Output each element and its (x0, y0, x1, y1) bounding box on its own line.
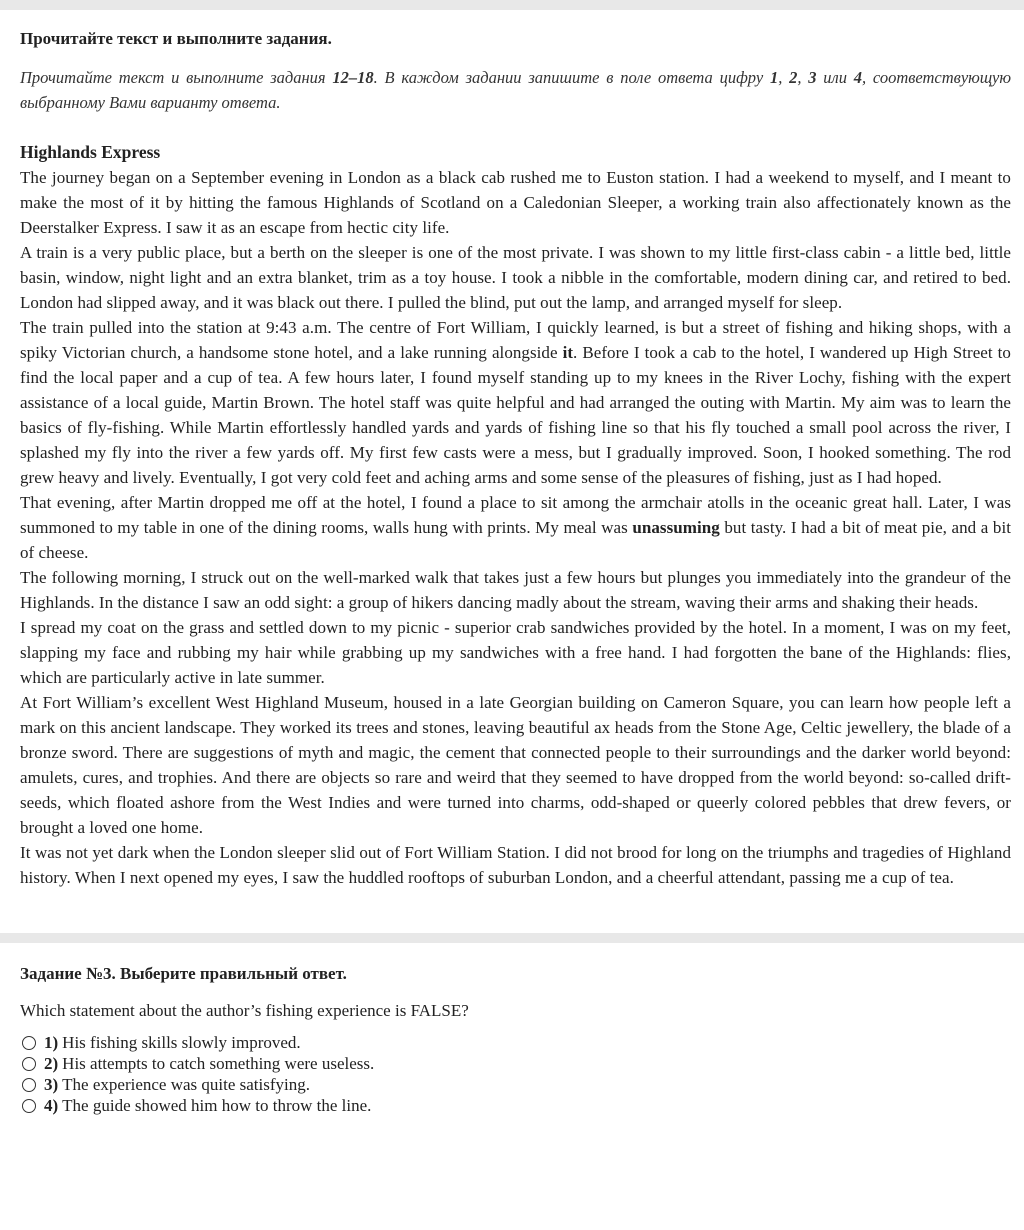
answer-option-4[interactable] (20, 1095, 1011, 1116)
task-range: 12–18 (332, 68, 374, 87)
instructions-prefix: Прочитайте текст и выполните задания (20, 68, 333, 87)
paragraph-3 (20, 315, 1011, 490)
paragraph-5: The following morning, I struck out on the well-marked walk that takes just a few hours but plunges you immediately into the grandeur of the Highlands. In the distance I saw an odd sight: a group of hikers dancing madly about the stream, waving their arms and shaking their heads. (20, 568, 1011, 612)
answer-option-2[interactable] (20, 1053, 1011, 1074)
text-title: Highlands Express (20, 142, 161, 162)
separator: или (816, 68, 854, 87)
paragraph-7: At Fort William’s excellent West Highland Museum, housed in a late Georgian building on Cameron Square, you can learn how people left a mark on this ancient landscape. They worked its trees and stones, leaving beautiful ax heads from the Stone Age, Celtic jewellery, the blade of a bronze sword. There are suggestions of myth and magic, the cement that connected people to their surroundings and the darker world beyond: amulets, cures, and trophies. And there are objects so rare and weird that they seemed to have dropped from the world beyond: so-called drift-seeds, which floated ashore from the West Indies and were turned into charms, odd-shaped or queerly colored pebbles that drew fevers, or brought a loved one home. (20, 693, 1011, 837)
paragraph-4 (20, 490, 1011, 565)
task-title: Задание №3. Выберите правильный ответ. (20, 964, 347, 983)
paragraph-6: I spread my coat on the grass and settled down to my picnic - superior crab sandwiches provided by the hotel. In a moment, I was on my feet, slapping my face and rubbing my hair while grabbing up my sandwiches with a free hand. I had forgotten the bane of the Highlands: flies, which are particularly active in late summer. (20, 618, 1011, 687)
highlighted-word-it: it (562, 343, 574, 362)
paragraph-1: The journey began on a September evening in London as a black cab rushed me to Euston station. I had a weekend to myself, and I meant to make the most of it by hitting the famous Highlands of Scotland on a Caledonian Sleeper, a working train also affectionately known as the Deerstalker Express. I saw it as an escape from hectic city life. (20, 168, 1011, 237)
middle-divider-bar (0, 933, 1024, 943)
paragraph-3-part-a: The train pulled into the station at 9:43 a.m. The centre of Fort William, I quickly learned, is but a street of fishing and hiking shops, with a spiky Victorian church, a handsome stone hotel, and a lake running alongside (20, 318, 1011, 362)
paragraph-3-part-b: . Before I took a cab to the hotel, I wandered up High Street to find the local paper and a cup of tea. A few hours later, I found myself standing up to my knees in the River Lochy, fishing with the expert assistance of a local guide, Martin Brown. The hotel staff was quite helpful and had arranged the outing with Martin. My aim was to learn the basics of fly-fishing. While Martin effortlessly handled yards and yards of fishing line so that his fly touched a small pool across the river, I splashed my fly into the river a few yards off. My first few casts were a mess, but I gradually improved. Soon, I hooked something. The rod grew heavy and lively. Eventually, I got very cold feet and aching arms and some sense of the pleasures of fishing, just as I had hoped. (20, 343, 1011, 487)
option-text: The experience was quite satisfying. (62, 1074, 310, 1094)
option-text: His attempts to catch something were useless. (62, 1053, 375, 1073)
paragraph-2: A train is a very public place, but a berth on the sleeper is one of the most private. I was shown to my little first-class cabin - a little bed, little basin, window, night light and an extra blanket, trim as a toy house. I took a nibble in the comfortable, modern dining car, and retired to bed. London had slipped away, and it was black out there. I pulled the blind, put out the lamp, and arranged myself for sleep. (20, 243, 1011, 312)
instructions-mid: . В каждом задании запишите в поле ответа цифру (373, 68, 770, 87)
radio-button-4[interactable] (22, 1099, 36, 1113)
paragraph-4-part-b: but tasty. I had a bit of meat pie, and a bit of cheese. (20, 518, 1012, 562)
reading-section (0, 29, 1024, 890)
text-body (20, 165, 1011, 890)
task-section (0, 961, 1024, 1116)
top-divider-bar (0, 0, 1024, 10)
answer-option-3[interactable] (20, 1074, 1011, 1095)
task-question: Which statement about the author’s fishing experience is FALSE? (20, 1001, 469, 1020)
radio-button-3[interactable] (22, 1078, 36, 1092)
option-number: 3) (44, 1074, 59, 1094)
digit-2: 2 (789, 68, 798, 87)
radio-button-2[interactable] (22, 1057, 36, 1071)
instructions-text (20, 65, 1011, 115)
instructions-title: Прочитайте текст и выполните задания. (20, 29, 332, 48)
option-number: 4) (44, 1095, 59, 1115)
separator: , (797, 68, 809, 87)
paragraph-4-part-a: That evening, after Martin dropped me off at the hotel, I found a place to sit among the armchair atolls in the oceanic great hall. Later, I was summoned to my table in one of the dining rooms, walls hung with prints. My meal was (20, 493, 1011, 537)
answer-option-1[interactable] (20, 1032, 1011, 1053)
instructions-suffix: , соответствующую выбранному Вами варианту ответа. (20, 68, 1011, 112)
option-text: His fishing skills slowly improved. (62, 1032, 301, 1052)
paragraph-8: It was not yet dark when the London sleeper slid out of Fort William Station. I did not brood for long on the triumphs and tragedies of Highland history. When I next opened my eyes, I saw the huddled rooftops of suburban London, and a cheerful attendant, passing me a cup of tea. (20, 843, 1011, 887)
digit-1: 1 (769, 68, 779, 87)
option-number: 2) (44, 1053, 59, 1073)
highlighted-word-unassuming: unassuming (632, 518, 720, 537)
separator: , (778, 68, 790, 87)
digit-3: 3 (808, 68, 817, 87)
option-number: 1) (44, 1032, 59, 1052)
option-text: The guide showed him how to throw the line. (62, 1095, 372, 1115)
answer-options (20, 1032, 1011, 1116)
radio-button-1[interactable] (22, 1036, 36, 1050)
digit-4: 4 (853, 68, 863, 87)
